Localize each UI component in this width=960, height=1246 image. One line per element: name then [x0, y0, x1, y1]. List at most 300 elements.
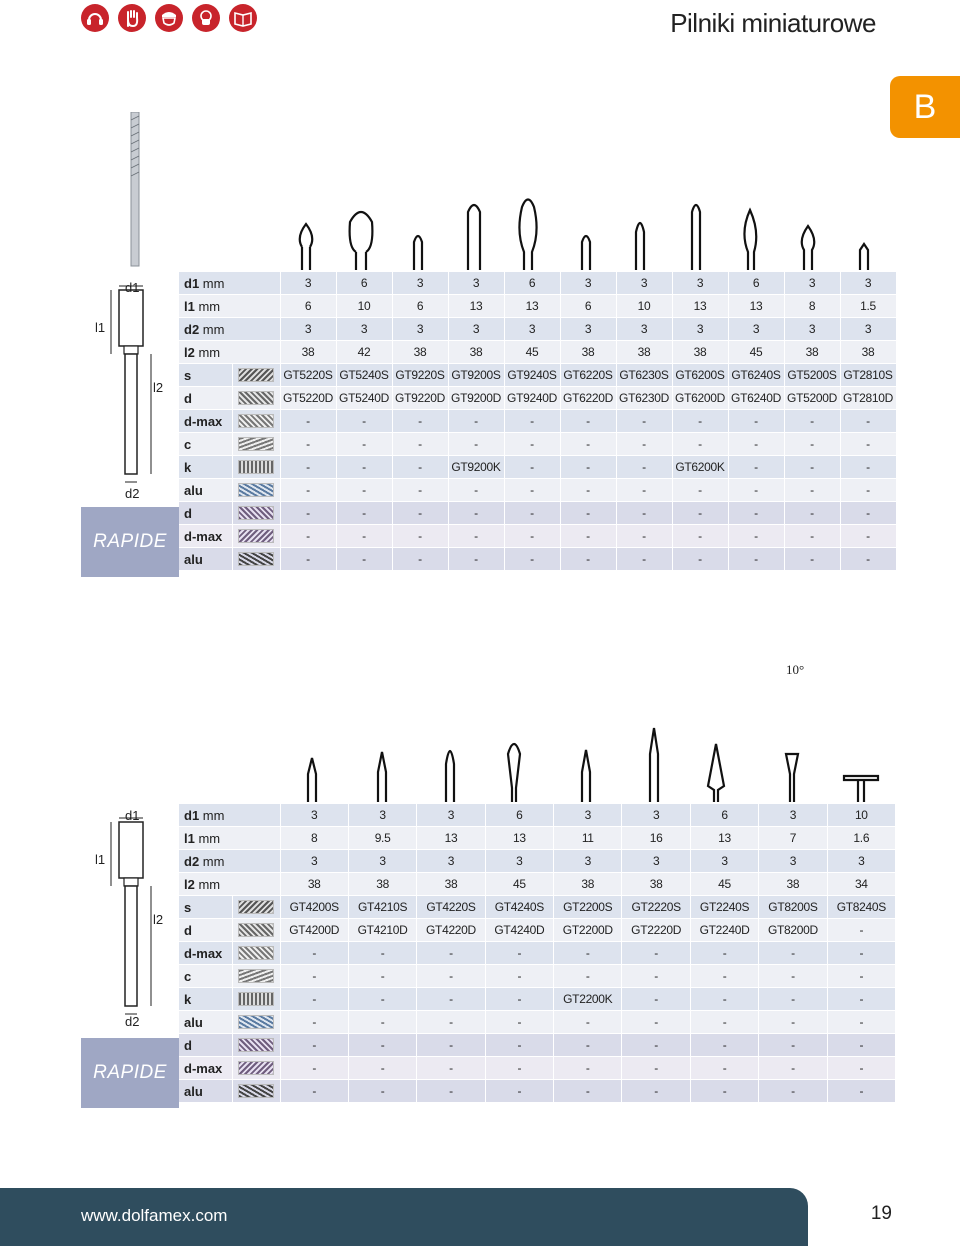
- table-cell: -: [280, 410, 336, 433]
- table-cell: -: [336, 548, 392, 571]
- table-cell: 13: [690, 827, 758, 850]
- table-cell: -: [280, 942, 348, 965]
- table-cell: 3: [485, 850, 553, 873]
- cut-pattern-swatch: [232, 942, 280, 965]
- table-cell: GT4210S: [348, 896, 416, 919]
- unit-label: mm: [198, 876, 221, 892]
- gloves-icon: [118, 4, 146, 32]
- cut-pattern-swatch: [232, 1080, 280, 1103]
- table-cell: GT8200S: [759, 896, 827, 919]
- table-cell: -: [560, 433, 616, 456]
- row-param: [179, 525, 232, 548]
- row-param: [179, 479, 232, 502]
- unit-label: mm: [202, 275, 225, 291]
- param-label: d: [184, 1037, 192, 1053]
- row-param: [179, 1080, 232, 1103]
- safety-icons: [81, 4, 257, 32]
- table-cell: -: [392, 502, 448, 525]
- table-cell: GT2240D: [690, 919, 758, 942]
- param-label: d-max: [184, 1060, 223, 1076]
- table-cell: 13: [485, 827, 553, 850]
- unit-label: mm: [202, 807, 225, 823]
- table-cell: -: [448, 525, 504, 548]
- table-cell: 16: [622, 827, 690, 850]
- angle-label: 10°: [786, 662, 805, 677]
- table-cell: 6: [560, 295, 616, 318]
- cut-pattern-swatch: [232, 896, 280, 919]
- param-label: d-max: [184, 413, 223, 429]
- table-cell: -: [417, 988, 485, 1011]
- page-title: Pilniki miniaturowe: [670, 8, 876, 38]
- table-row: [179, 502, 896, 525]
- row-param: [179, 318, 280, 341]
- table-cell: -: [392, 525, 448, 548]
- table-cell: -: [560, 525, 616, 548]
- table-cell: 10: [827, 804, 895, 827]
- table-cell: 8: [280, 827, 348, 850]
- row-param: [179, 295, 280, 318]
- table-cell: GT9240D: [504, 387, 560, 410]
- table-cell: GT9200K: [448, 456, 504, 479]
- table-cell: -: [280, 456, 336, 479]
- table-cell: -: [280, 965, 348, 988]
- table-cell: -: [280, 502, 336, 525]
- table-cell: -: [280, 1057, 348, 1080]
- table-cell: 6: [728, 272, 784, 295]
- unit-label: mm: [198, 830, 221, 846]
- table-row: [179, 1011, 896, 1034]
- param-label: k: [184, 991, 192, 1007]
- table-cell: 3: [759, 850, 827, 873]
- param-label: alu: [184, 1014, 203, 1030]
- param-label: alu: [184, 551, 203, 567]
- row-param: [179, 804, 280, 827]
- param-label: l2: [184, 876, 195, 892]
- table-cell: GT6240D: [728, 387, 784, 410]
- table-row: [179, 456, 896, 479]
- table-cell: 3: [280, 318, 336, 341]
- table-cell: -: [448, 433, 504, 456]
- table-cell: -: [672, 502, 728, 525]
- cut-pattern-swatch: [232, 988, 280, 1011]
- table-cell: 3: [392, 272, 448, 295]
- website-url[interactable]: www.dolfamex.com: [81, 1206, 228, 1225]
- table-cell: -: [690, 1080, 758, 1103]
- table-cell: 38: [554, 873, 622, 896]
- table-cell: -: [392, 548, 448, 571]
- table-cell: -: [784, 410, 840, 433]
- table-row: [179, 364, 896, 387]
- param-label: l2: [184, 344, 195, 360]
- table-cell: 13: [417, 827, 485, 850]
- tool-shapes-1: [278, 192, 898, 272]
- table-cell: -: [690, 965, 758, 988]
- table-cell: -: [554, 1011, 622, 1034]
- table-cell: -: [504, 502, 560, 525]
- table-cell: -: [554, 942, 622, 965]
- table-cell: 34: [827, 873, 895, 896]
- tool-shape-GT6240: [744, 210, 756, 270]
- row-param: [179, 387, 232, 410]
- param-label: d: [184, 390, 192, 406]
- table-cell: -: [485, 1034, 553, 1057]
- table-row: [179, 387, 896, 410]
- table-cell: -: [616, 525, 672, 548]
- table-cell: GT6200D: [672, 387, 728, 410]
- table-cell: GT5200S: [784, 364, 840, 387]
- table-cell: -: [485, 988, 553, 1011]
- label-l1: l1: [95, 320, 106, 335]
- label-d2: d2: [125, 1014, 140, 1029]
- table-cell: 38: [840, 341, 896, 364]
- table-cell: -: [622, 988, 690, 1011]
- table-cell: 3: [336, 318, 392, 341]
- section-tab[interactable]: B: [890, 76, 960, 138]
- row-param: [179, 341, 280, 364]
- table-row: [179, 850, 896, 873]
- table-cell: 6: [392, 295, 448, 318]
- table-cell: 6: [690, 804, 758, 827]
- table-cell: -: [448, 410, 504, 433]
- table-row: [179, 433, 896, 456]
- unit-label: mm: [198, 298, 221, 314]
- table-cell: GT8240S: [827, 896, 895, 919]
- table-cell: GT6200S: [672, 364, 728, 387]
- unit-label: mm: [202, 321, 225, 337]
- table-row: [179, 525, 896, 548]
- table-cell: 13: [504, 295, 560, 318]
- table-cell: GT5220S: [280, 364, 336, 387]
- param-label: s: [184, 367, 192, 383]
- tool-shape-GT5200: [802, 226, 815, 270]
- table-cell: -: [392, 479, 448, 502]
- cut-pattern-swatch: [232, 1034, 280, 1057]
- table-cell: -: [840, 433, 896, 456]
- table-cell: -: [417, 1057, 485, 1080]
- row-param: [179, 548, 232, 571]
- face-shield-icon: [155, 4, 183, 32]
- table-cell: -: [417, 1080, 485, 1103]
- table-cell: -: [827, 1034, 895, 1057]
- table-cell: 3: [672, 272, 728, 295]
- table-cell: -: [280, 988, 348, 1011]
- row-param: [179, 988, 232, 1011]
- table-cell: -: [616, 502, 672, 525]
- table-cell: GT9200S: [448, 364, 504, 387]
- table-cell: GT4200D: [280, 919, 348, 942]
- table-row: [179, 827, 896, 850]
- table-cell: GT2220S: [622, 896, 690, 919]
- table-cell: 3: [622, 804, 690, 827]
- table-cell: -: [348, 1057, 416, 1080]
- table-cell: -: [728, 479, 784, 502]
- table-cell: -: [448, 479, 504, 502]
- cut-pattern-swatch: [232, 965, 280, 988]
- table-cell: -: [759, 1080, 827, 1103]
- tool-shape-GT5220: [300, 224, 313, 270]
- row-param: [179, 410, 232, 433]
- rapide-label: RAPIDE: [81, 507, 179, 577]
- table-cell: 3: [840, 272, 896, 295]
- table-row: [179, 988, 896, 1011]
- table-cell: 13: [448, 295, 504, 318]
- tool-shapes-2: [278, 724, 898, 804]
- cut-pattern-swatch: [232, 387, 280, 410]
- table-cell: -: [827, 1080, 895, 1103]
- table-cell: -: [336, 525, 392, 548]
- cut-pattern-swatch: [232, 433, 280, 456]
- table-cell: GT5220D: [280, 387, 336, 410]
- table-cell: 11: [554, 827, 622, 850]
- table-cell: 3: [280, 850, 348, 873]
- table-cell: -: [759, 1034, 827, 1057]
- table-cell: GT9200D: [448, 387, 504, 410]
- tool-shape-GT2220: [650, 728, 658, 802]
- table-cell: -: [840, 548, 896, 571]
- table-row: [179, 318, 896, 341]
- tool-shape-GT8200: [786, 754, 798, 802]
- table-cell: -: [622, 1011, 690, 1034]
- table-row: [179, 919, 896, 942]
- tool-shape-GT4240: [508, 744, 520, 802]
- table-cell: GT4200S: [280, 896, 348, 919]
- table-cell: -: [728, 502, 784, 525]
- table-cell: GT5200D: [784, 387, 840, 410]
- table-cell: 3: [554, 804, 622, 827]
- table-cell: 6: [504, 272, 560, 295]
- table-cell: -: [560, 548, 616, 571]
- table-cell: 8: [784, 295, 840, 318]
- table-cell: -: [840, 456, 896, 479]
- table-cell: 45: [728, 341, 784, 364]
- table-cell: -: [417, 965, 485, 988]
- table-cell: 38: [448, 341, 504, 364]
- table-cell: GT6200K: [672, 456, 728, 479]
- table-cell: 3: [690, 850, 758, 873]
- table-cell: -: [690, 1034, 758, 1057]
- table-cell: -: [672, 410, 728, 433]
- table-cell: -: [504, 548, 560, 571]
- table-cell: 3: [616, 272, 672, 295]
- table-cell: -: [759, 988, 827, 1011]
- table-cell: 38: [417, 873, 485, 896]
- table-cell: -: [448, 502, 504, 525]
- table-cell: 6: [485, 804, 553, 827]
- table-cell: -: [672, 548, 728, 571]
- table-cell: -: [690, 942, 758, 965]
- tool-shape-GT6220: [582, 236, 590, 270]
- table-cell: -: [827, 1057, 895, 1080]
- table-cell: 6: [336, 272, 392, 295]
- table-cell: -: [554, 1057, 622, 1080]
- ear-protection-icon: [81, 4, 109, 32]
- tool-shape-GT6230: [636, 223, 644, 270]
- table-cell: -: [554, 1080, 622, 1103]
- cut-pattern-swatch: [232, 1011, 280, 1034]
- param-label: d2: [184, 321, 200, 337]
- table-cell: 3: [554, 850, 622, 873]
- row-param: [179, 456, 232, 479]
- table-cell: -: [280, 548, 336, 571]
- table-row: [179, 272, 896, 295]
- table-cell: GT4240S: [485, 896, 553, 919]
- label-l2: l2: [153, 380, 164, 395]
- table-cell: -: [280, 1034, 348, 1057]
- table-cell: -: [336, 456, 392, 479]
- table-row: [179, 548, 896, 571]
- row-param: [179, 919, 232, 942]
- tool-shape-GT2810: [860, 244, 868, 270]
- param-label: d1: [184, 275, 200, 291]
- table-cell: 3: [392, 318, 448, 341]
- table-cell: 1.5: [840, 295, 896, 318]
- table-cell: 3: [448, 272, 504, 295]
- table-cell: GT4220S: [417, 896, 485, 919]
- table-cell: -: [336, 479, 392, 502]
- table-cell: -: [827, 1011, 895, 1034]
- param-label: alu: [184, 1083, 203, 1099]
- row-param: [179, 502, 232, 525]
- param-label: c: [184, 436, 192, 452]
- row-param: [179, 896, 232, 919]
- table-cell: -: [784, 525, 840, 548]
- table-cell: GT9220S: [392, 364, 448, 387]
- table-cell: -: [485, 942, 553, 965]
- table-cell: GT2240S: [690, 896, 758, 919]
- table-cell: 38: [784, 341, 840, 364]
- table-cell: -: [348, 1080, 416, 1103]
- table-cell: -: [485, 1057, 553, 1080]
- table-cell: GT6230S: [616, 364, 672, 387]
- tool-shape-GT2200: [582, 750, 590, 802]
- table-cell: GT9220D: [392, 387, 448, 410]
- tool-shape-GT5240: [350, 212, 373, 270]
- cut-pattern-swatch: [232, 548, 280, 571]
- table-cell: -: [784, 502, 840, 525]
- table-cell: -: [672, 479, 728, 502]
- spec-table-1: [179, 272, 897, 571]
- param-label: d: [184, 505, 192, 521]
- table-cell: -: [784, 548, 840, 571]
- row-param: [179, 827, 280, 850]
- table-cell: -: [336, 410, 392, 433]
- param-label: d-max: [184, 945, 223, 961]
- table-cell: -: [616, 433, 672, 456]
- footer-bar: [0, 1188, 808, 1246]
- table-cell: 3: [417, 804, 485, 827]
- table-cell: 3: [672, 318, 728, 341]
- table-cell: -: [840, 479, 896, 502]
- table-cell: -: [280, 433, 336, 456]
- table-cell: GT4210D: [348, 919, 416, 942]
- tool-shape-GT4210: [378, 752, 386, 802]
- table-cell: 3: [280, 272, 336, 295]
- row-param: [179, 1034, 232, 1057]
- tool-shape-GT8240: [844, 776, 878, 802]
- cut-pattern-swatch: [232, 410, 280, 433]
- table-cell: 13: [728, 295, 784, 318]
- table-cell: -: [616, 410, 672, 433]
- table-row: [179, 1080, 896, 1103]
- table-cell: -: [827, 942, 895, 965]
- table-cell: 3: [616, 318, 672, 341]
- table-cell: -: [759, 942, 827, 965]
- table-cell: GT2810S: [840, 364, 896, 387]
- table-cell: -: [690, 988, 758, 1011]
- table-cell: 3: [784, 272, 840, 295]
- table-cell: -: [690, 1057, 758, 1080]
- table-cell: -: [622, 1057, 690, 1080]
- unit-label: mm: [198, 344, 221, 360]
- table-cell: GT5240S: [336, 364, 392, 387]
- table-cell: GT2220D: [622, 919, 690, 942]
- cut-pattern-swatch: [232, 364, 280, 387]
- table-cell: -: [504, 410, 560, 433]
- rapide-label-2: RAPIDE: [81, 1038, 179, 1108]
- table-cell: 3: [504, 318, 560, 341]
- table-cell: 3: [622, 850, 690, 873]
- table-row: [179, 410, 896, 433]
- param-label: l1: [184, 830, 195, 846]
- tool-shape-GT9200: [468, 205, 480, 270]
- param-label: k: [184, 459, 192, 475]
- table-cell: -: [280, 1011, 348, 1034]
- param-label: alu: [184, 482, 203, 498]
- table-cell: -: [616, 456, 672, 479]
- tool-shape-GT2240: [708, 744, 724, 802]
- table-cell: GT8200D: [759, 919, 827, 942]
- page-number: 19: [870, 1203, 892, 1224]
- param-label: d: [184, 922, 192, 938]
- table-cell: -: [348, 942, 416, 965]
- row-param: [179, 1011, 232, 1034]
- table-cell: -: [485, 1080, 553, 1103]
- table-cell: -: [485, 965, 553, 988]
- table-cell: -: [690, 1011, 758, 1034]
- table-cell: -: [560, 410, 616, 433]
- param-label: s: [184, 899, 192, 915]
- table-cell: 3: [827, 850, 895, 873]
- table-cell: -: [759, 965, 827, 988]
- table-cell: -: [336, 433, 392, 456]
- row-param: [179, 272, 280, 295]
- table-cell: -: [728, 433, 784, 456]
- dust-mask-icon: [192, 4, 220, 32]
- manual-icon: [229, 4, 257, 32]
- table-cell: 38: [622, 873, 690, 896]
- table-cell: -: [504, 525, 560, 548]
- table-cell: 38: [672, 341, 728, 364]
- table-cell: 3: [840, 318, 896, 341]
- table-cell: 1.6: [827, 827, 895, 850]
- table-cell: 45: [504, 341, 560, 364]
- table-cell: GT2200S: [554, 896, 622, 919]
- tool-shape-GT6200: [692, 205, 700, 270]
- table-cell: -: [485, 1011, 553, 1034]
- param-label: d-max: [184, 528, 223, 544]
- table-cell: -: [622, 1034, 690, 1057]
- table-row: [179, 965, 896, 988]
- table-cell: -: [280, 479, 336, 502]
- table-row: [179, 873, 896, 896]
- table-cell: 13: [672, 295, 728, 318]
- table-cell: -: [784, 456, 840, 479]
- table-cell: GT2200K: [554, 988, 622, 1011]
- table-cell: -: [348, 1034, 416, 1057]
- table-cell: -: [392, 433, 448, 456]
- table-cell: -: [784, 433, 840, 456]
- table-cell: GT2200D: [554, 919, 622, 942]
